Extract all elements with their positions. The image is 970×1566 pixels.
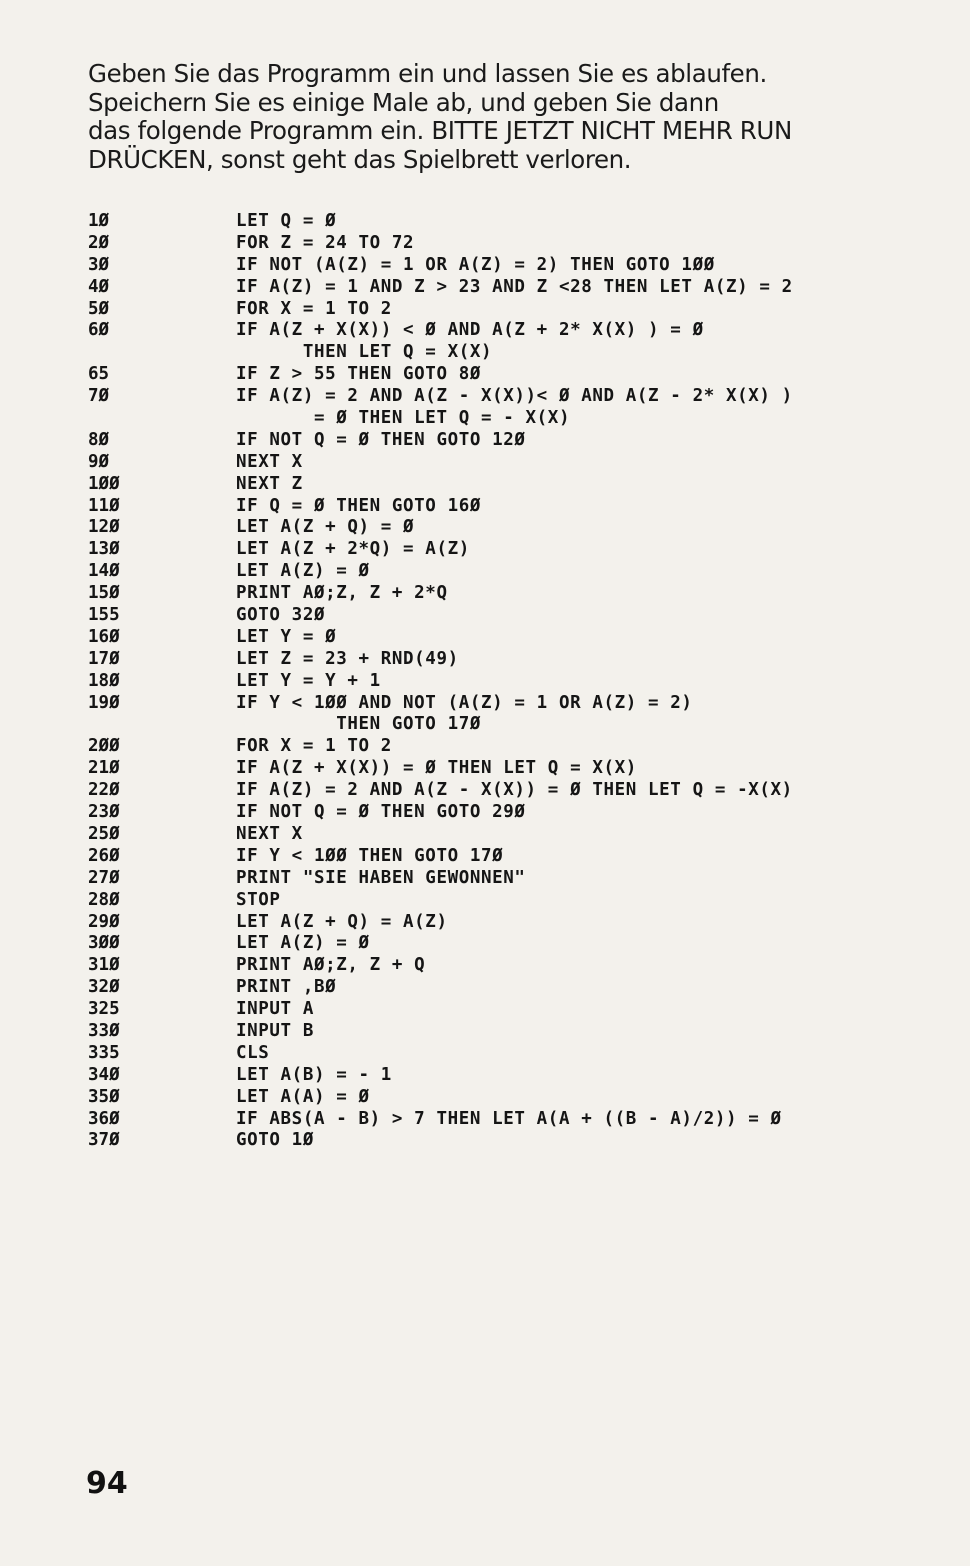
statement: IF NOT Q = Ø THEN GOTO 29Ø [236, 802, 526, 823]
code-row [88, 802, 908, 824]
code-row [88, 1130, 908, 1152]
statement: FOR Z = 24 TO 72 [236, 232, 415, 253]
line-number: 7Ø [88, 386, 110, 407]
code-row [88, 561, 908, 583]
line-number: 15Ø [88, 583, 120, 604]
code-continuation-row [88, 714, 908, 736]
code-row [88, 1043, 908, 1065]
line-number: 4Ø [88, 276, 110, 297]
statement: IF A(Z + X(X)) = Ø THEN LET Q = X(X) [236, 758, 637, 779]
statement: PRINT AØ;Z, Z + Q [236, 955, 426, 976]
statement: IF A(Z) = 2 AND A(Z - X(X))< Ø AND A(Z - 2* X(X) ) [236, 386, 793, 407]
line-number: 335 [88, 1042, 120, 1063]
statement: IF ABS(A - B) > 7 THEN LET A(A + ((B - A)/2)) = Ø [236, 1108, 782, 1129]
statement: PRINT AØ;Z, Z + 2*Q [236, 583, 448, 604]
code-continuation-row [88, 342, 908, 364]
statement: IF Q = Ø THEN GOTO 16Ø [236, 495, 481, 516]
code-row [88, 320, 908, 342]
statement: CLS [236, 1042, 270, 1063]
code-row [88, 890, 908, 912]
statement: LET A(A) = Ø [236, 1086, 370, 1107]
code-row [88, 999, 908, 1021]
code-row [88, 277, 908, 299]
code-row [88, 736, 908, 758]
code-row [88, 255, 908, 277]
code-row [88, 1021, 908, 1043]
code-row [88, 605, 908, 627]
code-row [88, 868, 908, 890]
statement: GOTO 1Ø [236, 1130, 314, 1151]
statement: LET Z = 23 + RND(49) [236, 648, 459, 669]
code-row [88, 671, 908, 693]
line-number: 25Ø [88, 823, 120, 844]
code-row [88, 452, 908, 474]
code-row [88, 846, 908, 868]
statement: LET A(Z + Q) = A(Z) [236, 911, 448, 932]
statement: IF NOT (A(Z) = 1 OR A(Z) = 2) THEN GOTO 1ØØ [236, 254, 715, 275]
line-number: 6Ø [88, 320, 110, 341]
code-row [88, 955, 908, 977]
line-number: 14Ø [88, 561, 120, 582]
code-row [88, 693, 908, 715]
line-number: 1ØØ [88, 473, 120, 494]
statement: IF Y < 1ØØ AND NOT (A(Z) = 1 OR A(Z) = 2) [236, 692, 693, 713]
statement: FOR X = 1 TO 2 [236, 298, 392, 319]
line-number: 12Ø [88, 517, 120, 538]
statement: NEXT X [236, 823, 303, 844]
code-row [88, 758, 908, 780]
code-row [88, 780, 908, 802]
intro-paragraph [88, 60, 848, 174]
statement: IF Z > 55 THEN GOTO 8Ø [236, 364, 481, 385]
line-number: 28Ø [88, 889, 120, 910]
statement: THEN GOTO 17Ø [236, 714, 481, 735]
statement: LET Q = Ø [236, 211, 337, 231]
code-row [88, 211, 908, 233]
line-number: 325 [88, 999, 120, 1020]
line-number: 155 [88, 605, 120, 626]
line-number: 35Ø [88, 1086, 120, 1107]
statement: INPUT B [236, 1020, 314, 1041]
code-row [88, 1109, 908, 1131]
statement: IF A(Z) = 2 AND A(Z - X(X)) = Ø THEN LET Q = -X(X) [236, 780, 793, 801]
code-row [88, 824, 908, 846]
intro-line: Speichern Sie es einige Male ab, und geben Sie dann [88, 87, 719, 117]
code-row [88, 1065, 908, 1087]
statement: LET Y = Ø [236, 626, 337, 647]
code-row [88, 233, 908, 255]
statement: NEXT X [236, 451, 303, 472]
basic-program-listing [88, 211, 908, 1152]
line-number: 18Ø [88, 670, 120, 691]
statement: LET A(Z + Q) = Ø [236, 517, 415, 538]
statement: LET A(Z) = Ø [236, 561, 370, 582]
line-number: 17Ø [88, 648, 120, 669]
intro-line: Geben Sie das Programm ein und lassen Sie es ablaufen. [88, 59, 767, 88]
page-number: 94 [86, 1466, 128, 1501]
statement: GOTO 32Ø [236, 605, 326, 626]
code-row [88, 933, 908, 955]
line-number: 5Ø [88, 298, 110, 319]
line-number: 29Ø [88, 911, 120, 932]
line-number: 2ØØ [88, 736, 120, 757]
line-number: 19Ø [88, 692, 120, 713]
code-row [88, 517, 908, 539]
statement: LET A(Z + 2*Q) = A(Z) [236, 539, 470, 560]
statement: LET A(Z) = Ø [236, 933, 370, 954]
code-continuation-row [88, 408, 908, 430]
statement: LET A(B) = - 1 [236, 1064, 392, 1085]
code-row [88, 1087, 908, 1109]
statement: PRINT ,BØ [236, 977, 337, 998]
line-number: 22Ø [88, 780, 120, 801]
line-number: 34Ø [88, 1064, 120, 1085]
line-number: 21Ø [88, 758, 120, 779]
line-number: 9Ø [88, 451, 110, 472]
code-row [88, 299, 908, 321]
line-number: 13Ø [88, 539, 120, 560]
line-number: 3ØØ [88, 933, 120, 954]
line-number: 31Ø [88, 955, 120, 976]
code-row [88, 583, 908, 605]
line-number: 65 [88, 364, 110, 385]
code-row [88, 474, 908, 496]
code-row [88, 496, 908, 518]
statement: IF NOT Q = Ø THEN GOTO 12Ø [236, 429, 526, 450]
line-number: 8Ø [88, 429, 110, 450]
code-row [88, 386, 908, 408]
code-row [88, 977, 908, 999]
code-row [88, 539, 908, 561]
statement: IF A(Z + X(X)) < Ø AND A(Z + 2* X(X) ) = Ø [236, 320, 704, 341]
statement: STOP [236, 889, 281, 910]
intro-line: DRÜCKEN, sonst geht das Spielbrett verloren. [88, 144, 632, 174]
statement: IF A(Z) = 1 AND Z > 23 AND Z <28 THEN LET A(Z) = 2 [236, 276, 793, 297]
line-number: 27Ø [88, 867, 120, 888]
statement: FOR X = 1 TO 2 [236, 736, 392, 757]
line-number: 23Ø [88, 802, 120, 823]
statement: LET Y = Y + 1 [236, 670, 381, 691]
code-row [88, 627, 908, 649]
statement: PRINT "SIE HABEN GEWONNEN" [236, 867, 526, 888]
line-number: 11Ø [88, 495, 120, 516]
line-number: 33Ø [88, 1020, 120, 1041]
statement: IF Y < 1ØØ THEN GOTO 17Ø [236, 845, 504, 866]
intro-line: das folgende Programm ein. BITTE JETZT NICHT MEHR RUN [88, 116, 792, 145]
line-number: 3Ø [88, 254, 110, 275]
line-number: 32Ø [88, 977, 120, 998]
line-number: 2Ø [88, 232, 110, 253]
statement: NEXT Z [236, 473, 303, 494]
code-row [88, 364, 908, 386]
line-number: 36Ø [88, 1108, 120, 1129]
line-number: 1Ø [88, 211, 110, 231]
statement: = Ø THEN LET Q = - X(X) [236, 408, 571, 429]
statement: INPUT A [236, 999, 314, 1020]
code-row [88, 912, 908, 934]
code-row [88, 430, 908, 452]
line-number: 16Ø [88, 626, 120, 647]
line-number: 26Ø [88, 845, 120, 866]
line-number: 37Ø [88, 1130, 120, 1151]
statement: THEN LET Q = X(X) [236, 342, 493, 363]
code-row [88, 649, 908, 671]
